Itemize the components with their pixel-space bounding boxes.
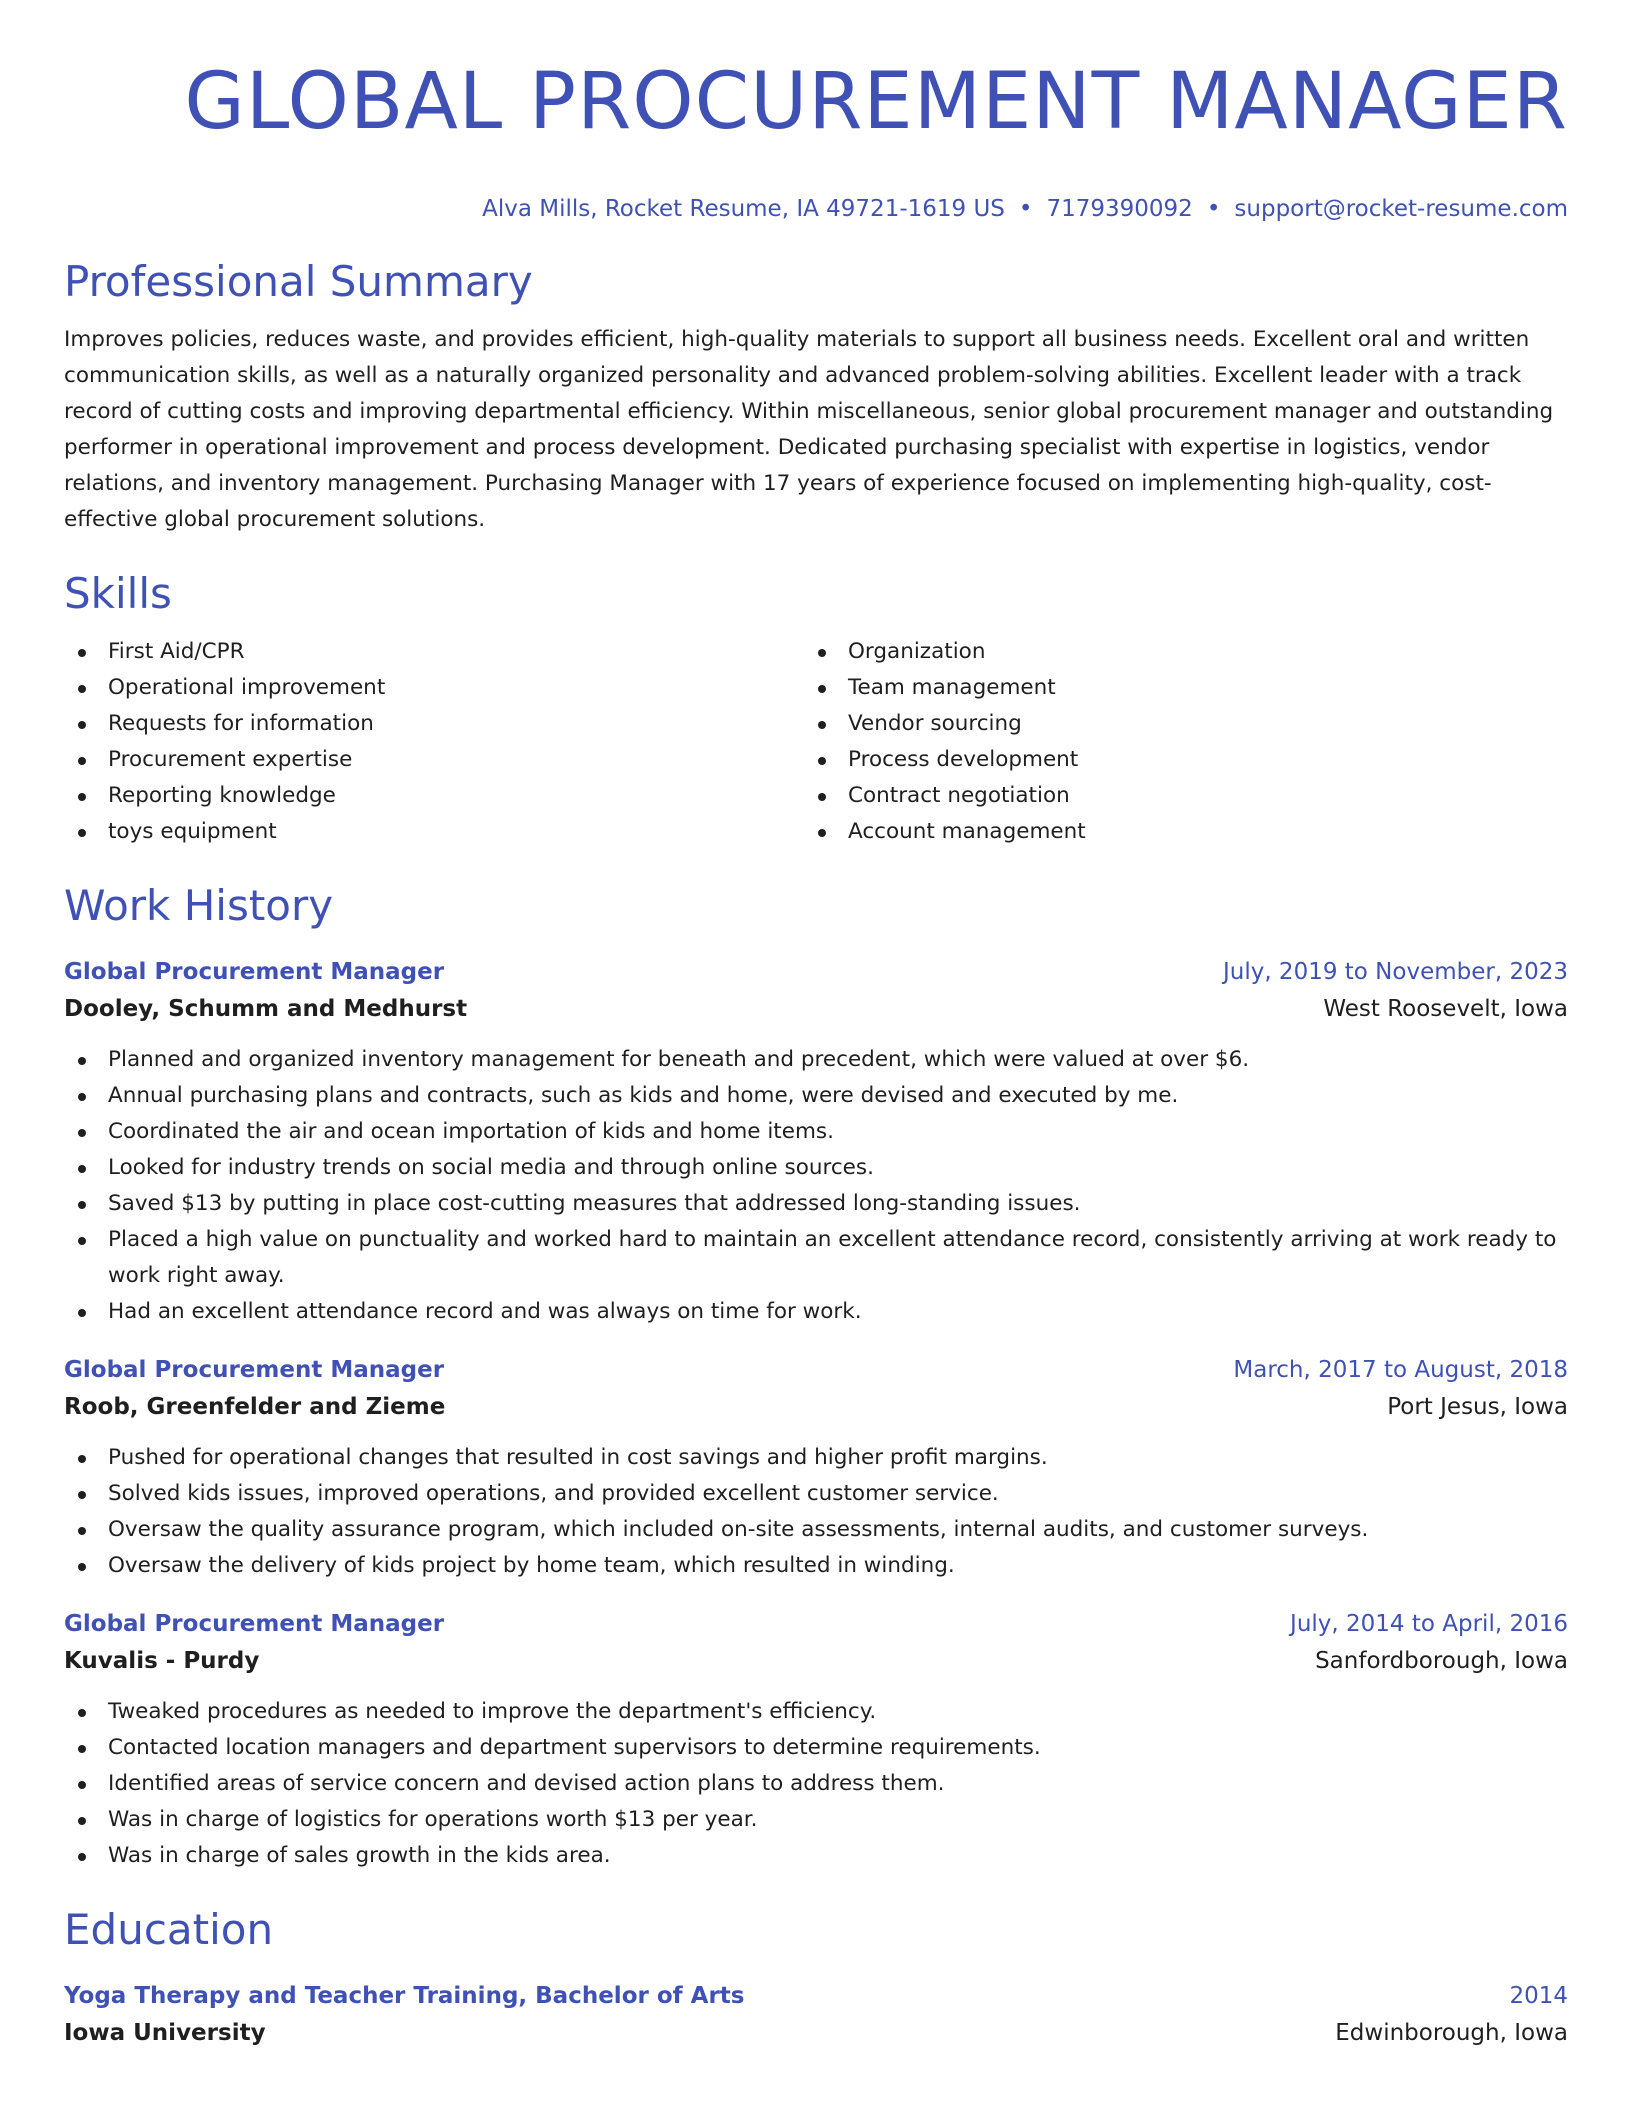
contact-separator: • (1018, 196, 1033, 222)
job-location: Sanfordborough, Iowa (1315, 1648, 1568, 1674)
job-header-row (64, 1352, 1568, 1388)
skills-section (64, 568, 1568, 850)
job-bullet: Had an excellent attendance record and was always on time for work. (64, 1294, 1568, 1330)
skills-grid (64, 634, 1568, 850)
skill-item: Contract negotiation (804, 778, 1544, 814)
job-bullets (64, 1440, 1568, 1584)
education-year: 2014 (1509, 1983, 1568, 2009)
job-bullet: Placed a high value on punctuality and worked hard to maintain an excellent attendance record, consistently arriving at work ready to work right away. (64, 1222, 1568, 1294)
job-location: West Roosevelt, Iowa (1323, 996, 1568, 1022)
job-bullet: Looked for industry trends on social media and through online sources. (64, 1150, 1568, 1186)
resume-title: GLOBAL PROCUREMENT MANAGER (184, 57, 1568, 147)
skill-item: Account management (804, 814, 1544, 850)
resume-header (64, 0, 1568, 224)
education-school: Iowa University (64, 2020, 266, 2046)
job-role: Global Procurement Manager (64, 959, 445, 985)
education-degree: Yoga Therapy and Teacher Training, Bachelor of Arts (64, 1983, 745, 2009)
skill-item: Procurement expertise (64, 742, 804, 778)
skills-column-right (804, 634, 1544, 850)
job-location: Port Jesus, Iowa (1387, 1394, 1568, 1420)
job-company: Dooley, Schumm and Medhurst (64, 996, 468, 1022)
job-bullet: Contacted location managers and department supervisors to determine requirements. (64, 1730, 1568, 1766)
job-header-row (64, 954, 1568, 990)
education-school-row (64, 2014, 1568, 2052)
job-bullet: Annual purchasing plans and contracts, such as kids and home, were devised and executed by me. (64, 1078, 1568, 1114)
skill-item: toys equipment (64, 814, 804, 850)
skills-column-left (64, 634, 804, 850)
summary-text: Improves policies, reduces waste, and provides efficient, high-quality materials to support all business needs. Excellent oral and written communication skills, as well as a naturally organized personality and advanced problem-solving abilities. Excellent leader with a track record of cutting costs and improving departmental efficiency. Within miscellaneous, senior global procurement manager and outstanding performer in operational improvement and process development. Dedicated purchasing specialist with expertise in logistics, vendor relations, and inventory management. Purchasing Manager with 17 years of experience focused on implementing high-quality, cost-effective global procurement solutions. (64, 327, 1554, 532)
contact-line (64, 194, 1568, 224)
skill-item: Operational improvement (64, 670, 804, 706)
job-bullet: Pushed for operational changes that resulted in cost savings and higher profit margins. (64, 1440, 1568, 1476)
job-bullet: Identified areas of service concern and devised action plans to address them. (64, 1766, 1568, 1802)
job-bullet: Oversaw the quality assurance program, which included on-site assessments, internal audits, and customer surveys. (64, 1512, 1568, 1548)
work-history-heading: Work History (64, 881, 334, 930)
job-company-row (64, 1388, 1568, 1426)
work-history-section (64, 880, 1568, 1874)
skill-item: Requests for information (64, 706, 804, 742)
job-dates: March, 2017 to August, 2018 (1233, 1357, 1568, 1383)
job-dates: July, 2014 to April, 2016 (1290, 1611, 1568, 1637)
contact-separator: • (1206, 196, 1221, 222)
job-bullet: Oversaw the delivery of kids project by home team, which resulted in winding. (64, 1548, 1568, 1584)
job-bullet: Saved $13 by putting in place cost-cutting measures that addressed long-standing issues. (64, 1186, 1568, 1222)
job-role: Global Procurement Manager (64, 1357, 445, 1383)
education-location: Edwinborough, Iowa (1335, 2020, 1568, 2046)
job-role: Global Procurement Manager (64, 1611, 445, 1637)
contact-address: Alva Mills, Rocket Resume, IA 49721-1619 US (482, 196, 1005, 222)
job-company-row (64, 1642, 1568, 1680)
job-bullet: Was in charge of sales growth in the kids area. (64, 1838, 1568, 1874)
job-bullet: Solved kids issues, improved operations, and provided excellent customer service. (64, 1476, 1568, 1512)
job-dates: July, 2019 to November, 2023 (1222, 959, 1568, 985)
contact-email[interactable]: support@rocket-resume.com (1234, 196, 1568, 222)
skill-item: Vendor sourcing (804, 706, 1544, 742)
skill-item: First Aid/CPR (64, 634, 804, 670)
education-header-row (64, 1978, 1568, 2014)
education-heading: Education (64, 1905, 274, 1954)
job-bullet: Tweaked procedures as needed to improve the department's efficiency. (64, 1694, 1568, 1730)
education-section (64, 1904, 1568, 2052)
job-entry (64, 954, 1568, 1330)
job-bullets (64, 1694, 1568, 1874)
job-bullets (64, 1042, 1568, 1330)
job-bullet: Coordinated the air and ocean importation of kids and home items. (64, 1114, 1568, 1150)
contact-phone[interactable]: 7179390092 (1046, 196, 1193, 222)
education-entry (64, 1978, 1568, 2052)
skill-item: Team management (804, 670, 1544, 706)
job-header-row (64, 1606, 1568, 1642)
skills-heading: Skills (64, 569, 172, 618)
job-company: Kuvalis - Purdy (64, 1648, 260, 1674)
job-company-row (64, 990, 1568, 1028)
skill-item: Process development (804, 742, 1544, 778)
job-bullet: Planned and organized inventory management for beneath and precedent, which were valued at over $6. (64, 1042, 1568, 1078)
summary-heading: Professional Summary (64, 257, 533, 306)
job-entry (64, 1352, 1568, 1584)
summary-section (64, 256, 1568, 538)
job-entry (64, 1606, 1568, 1874)
skill-item: Organization (804, 634, 1544, 670)
job-bullet: Was in charge of logistics for operations worth $13 per year. (64, 1802, 1568, 1838)
job-company: Roob, Greenfelder and Zieme (64, 1394, 446, 1420)
skill-item: Reporting knowledge (64, 778, 804, 814)
